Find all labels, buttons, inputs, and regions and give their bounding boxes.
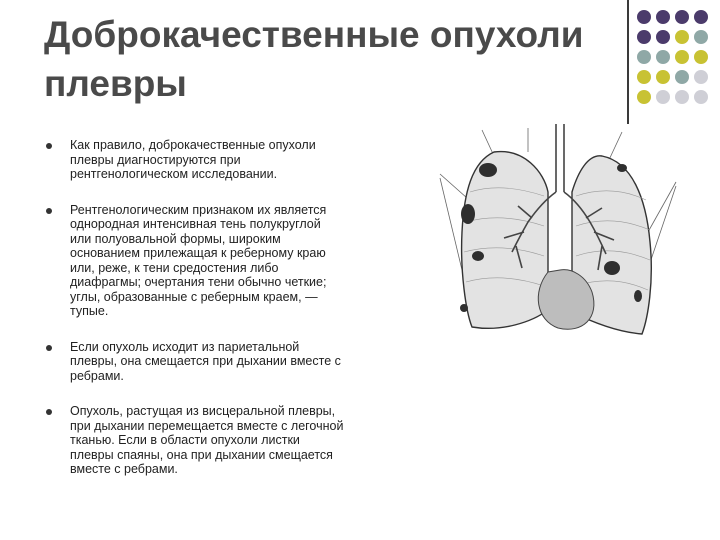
decorative-dot bbox=[637, 90, 651, 104]
decorative-dot bbox=[675, 30, 689, 44]
decorative-dot bbox=[656, 70, 670, 84]
bullet-icon bbox=[46, 409, 52, 415]
decorative-dot bbox=[637, 30, 651, 44]
decorative-dot bbox=[637, 50, 651, 64]
lung-diagram-image bbox=[432, 122, 684, 350]
slide-title bbox=[44, 10, 624, 108]
decorative-dot bbox=[675, 10, 689, 24]
title-line-1: Доброкачественные опухоли bbox=[44, 14, 584, 55]
decorative-dot bbox=[656, 30, 670, 44]
bullet-list bbox=[44, 138, 404, 498]
decorative-dot bbox=[656, 90, 670, 104]
decorative-dot bbox=[694, 90, 708, 104]
title-line-2: плевры bbox=[44, 63, 187, 104]
bullet-icon bbox=[46, 345, 52, 351]
decorative-dot bbox=[656, 50, 670, 64]
decorative-dot-grid bbox=[637, 10, 717, 120]
decorative-dot bbox=[694, 70, 708, 84]
bullet-item: Как правило, доброкачественные опухоли плевры диагностируются при рентгенологическом исследовании. bbox=[44, 138, 404, 182]
bullet-item: Если опухоль исходит из париетальной плевры, она смещается при дыхании вместе с ребрами. bbox=[44, 340, 404, 384]
decorative-dot bbox=[675, 90, 689, 104]
decorative-dot bbox=[694, 10, 708, 24]
bullet-item: Опухоль, растущая из висцеральной плевры, при дыхании перемещается вместе с легочной тканью. Если в области опухоли листки плевры спаяны, она при дыхании смещается вместе с ребрами. bbox=[44, 404, 404, 477]
decorative-dot bbox=[675, 50, 689, 64]
decorative-dot bbox=[694, 30, 708, 44]
decorative-dot bbox=[637, 10, 651, 24]
decorative-dot bbox=[637, 70, 651, 84]
decorative-dot bbox=[694, 50, 708, 64]
bullet-icon bbox=[46, 143, 52, 149]
bullet-item: Рентгенологическим признаком их является однородная интенсивная тень полукруглой или полуовальной формы, широким основанием прилежащая к реберному краю или, реже, к тени средостения либо диафрагмы; очертания тени обычно четкие; углы, образованные с реберным краем, — тупые. bbox=[44, 203, 404, 319]
decorative-divider bbox=[627, 0, 629, 124]
decorative-dot bbox=[656, 10, 670, 24]
decorative-dot bbox=[675, 70, 689, 84]
bullet-icon bbox=[46, 208, 52, 214]
